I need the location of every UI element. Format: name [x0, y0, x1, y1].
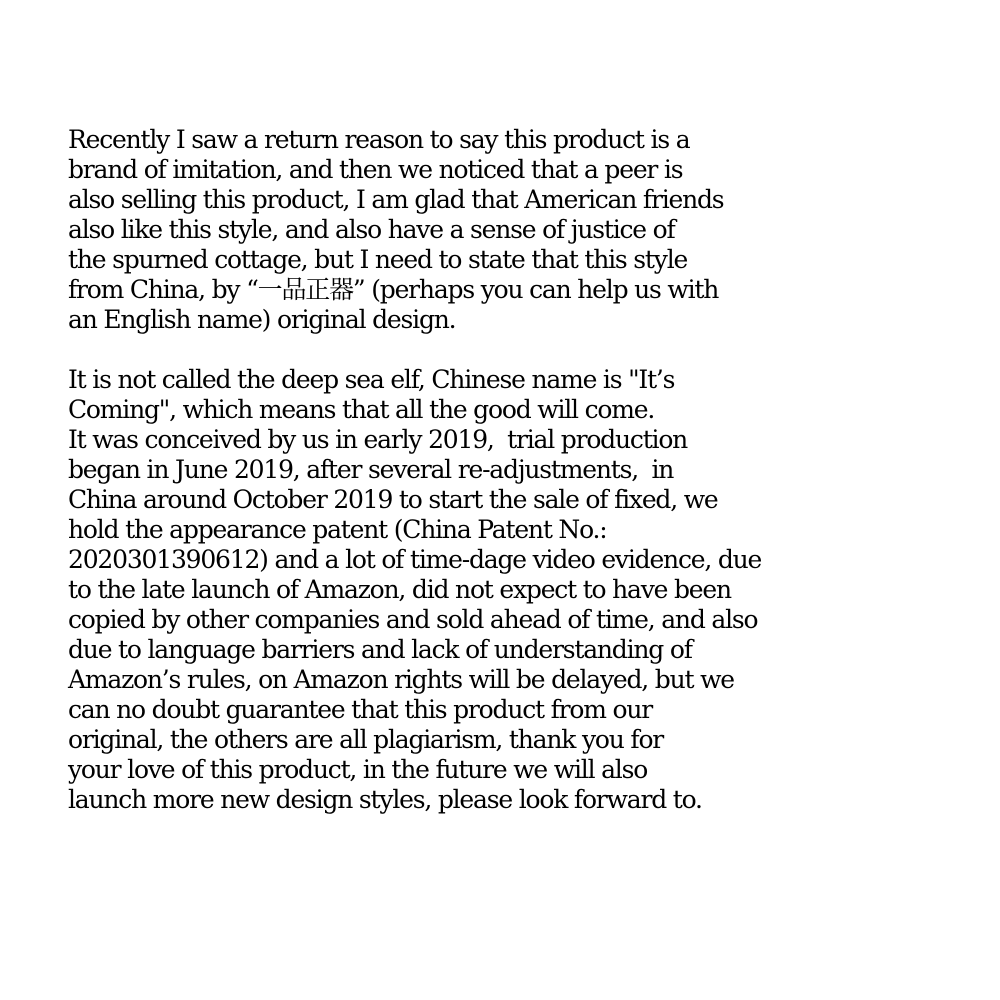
text-line: due to language barriers and lack of understanding of [68, 635, 692, 664]
text-line: also like this style, and also have a sense of justice of [68, 215, 675, 244]
text-line: began in June 2019, after several re-adjustments, in [68, 455, 674, 484]
text-line: copied by other companies and sold ahead of time, and also [68, 605, 758, 634]
text-line: the spurned cottage, but I need to state that this style [68, 245, 688, 274]
text-line: an English name) original design. [68, 305, 456, 334]
statement-text [68, 125, 968, 815]
text-line: original, the others are all plagiarism, thank you for [68, 725, 664, 754]
text-line: hold the appearance patent (China Patent No.: [68, 515, 607, 544]
text-line: from China, by “一品正器” (perhaps you can help us with [68, 275, 719, 304]
text-line: China around October 2019 to start the sale of fixed, we [68, 485, 718, 514]
paragraph-1 [68, 125, 968, 335]
text-line: Amazon’s rules, on Amazon rights will be delayed, but we [68, 665, 734, 694]
text-line: launch more new design styles, please look forward to. [68, 785, 702, 814]
text-line: can no doubt guarantee that this product from our [68, 695, 653, 724]
text-line: Recently I saw a return reason to say this product is a [68, 125, 690, 154]
text-line: 2020301390612) and a lot of time-dage video evidence, due [68, 545, 762, 574]
text-line: to the late launch of Amazon, did not expect to have been [68, 575, 731, 604]
text-line: It is not called the deep sea elf, Chinese name is "It’s [68, 365, 675, 394]
text-line: Coming", which means that all the good will come. [68, 395, 655, 424]
paragraph-2 [68, 365, 968, 815]
text-line: brand of imitation, and then we noticed that a peer is [68, 155, 683, 184]
paragraph-spacer [68, 335, 968, 365]
text-line: your love of this product, in the future we will also [68, 755, 648, 784]
text-line: It was conceived by us in early 2019, trial production [68, 425, 688, 454]
text-line: also selling this product, I am glad that American friends [68, 185, 724, 214]
